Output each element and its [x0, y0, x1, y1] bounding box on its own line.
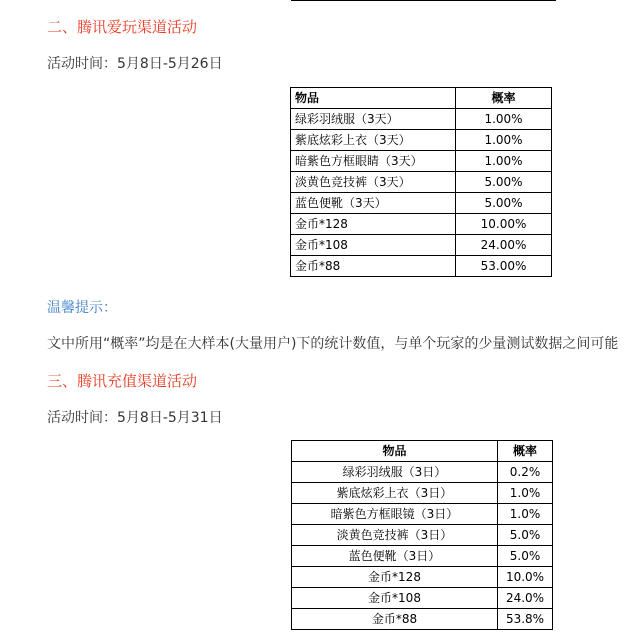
section2-heading: 二、腾讯爱玩渠道活动: [47, 18, 198, 36]
table-row: [291, 109, 552, 130]
prob-cell: 5.0%: [498, 525, 553, 546]
table-row: [291, 130, 552, 151]
table-row: [292, 525, 553, 546]
item-cell: 淡黄色竞技裤（3天）: [291, 172, 456, 193]
table-row: [291, 256, 552, 277]
table-row: [292, 483, 553, 504]
prob-cell: 1.00%: [456, 109, 552, 130]
section3-time: 活动时间：5月8日-5月31日: [47, 410, 223, 426]
prob-cell: 1.00%: [456, 151, 552, 172]
item-cell: 暗紫色方框眼镜（3日）: [292, 504, 498, 525]
table-row: [291, 151, 552, 172]
item-cell: 蓝色便靴（3日）: [292, 546, 498, 567]
prob-cell: 10.0%: [498, 567, 553, 588]
table-row: [291, 193, 552, 214]
section2-time: 活动时间：5月8日-5月26日: [47, 56, 223, 72]
item-cell: 绿彩羽绒服（3天）: [291, 109, 456, 130]
table-row: [292, 546, 553, 567]
prob-cell: 5.0%: [498, 546, 553, 567]
prob-cell: 24.0%: [498, 588, 553, 609]
prob-cell: 10.00%: [456, 214, 552, 235]
header-item: 物品: [292, 441, 498, 462]
section2-prob-table: [290, 87, 552, 277]
table-row: [292, 462, 553, 483]
table-row: [291, 235, 552, 256]
item-cell: 金币*88: [292, 609, 498, 630]
item-cell: 绿彩羽绒服（3日）: [292, 462, 498, 483]
table-header-row: [292, 441, 553, 462]
header-item: 物品: [291, 88, 456, 109]
table-row: [291, 172, 552, 193]
prob-cell: 5.00%: [456, 193, 552, 214]
prob-cell: 5.00%: [456, 172, 552, 193]
tip-text: 文中所用“概率”均是在大样本(大量用户)下的统计数值，与单个玩家的少量测试数据之间可能: [47, 336, 619, 352]
item-cell: 金币*128: [291, 214, 456, 235]
item-cell: 暗紫色方框眼睛（3天）: [291, 151, 456, 172]
prob-cell: 0.2%: [498, 462, 553, 483]
table-row: [292, 588, 553, 609]
item-cell: 紫底炫彩上衣（3日）: [292, 483, 498, 504]
top-table-border: [291, 0, 556, 1]
section3-prob-table: [291, 440, 553, 630]
table-row: [292, 567, 553, 588]
prob-cell: 53.00%: [456, 256, 552, 277]
prob-cell: 1.0%: [498, 483, 553, 504]
table-header-row: [291, 88, 552, 109]
item-cell: 金币*108: [292, 588, 498, 609]
section3-heading: 三、腾讯充值渠道活动: [47, 372, 198, 390]
prob-cell: 24.00%: [456, 235, 552, 256]
header-prob: 概率: [498, 441, 553, 462]
item-cell: 蓝色便靴（3天）: [291, 193, 456, 214]
table-row: [292, 504, 553, 525]
item-cell: 淡黄色竞技裤（3日）: [292, 525, 498, 546]
prob-cell: 1.0%: [498, 504, 553, 525]
prob-cell: 53.8%: [498, 609, 553, 630]
item-cell: 金币*88: [291, 256, 456, 277]
item-cell: 紫底炫彩上衣（3天）: [291, 130, 456, 151]
table-row: [291, 214, 552, 235]
tip-label: 温馨提示：: [47, 300, 117, 316]
prob-cell: 1.00%: [456, 130, 552, 151]
header-prob: 概率: [456, 88, 552, 109]
table-row: [292, 609, 553, 630]
item-cell: 金币*108: [291, 235, 456, 256]
item-cell: 金币*128: [292, 567, 498, 588]
